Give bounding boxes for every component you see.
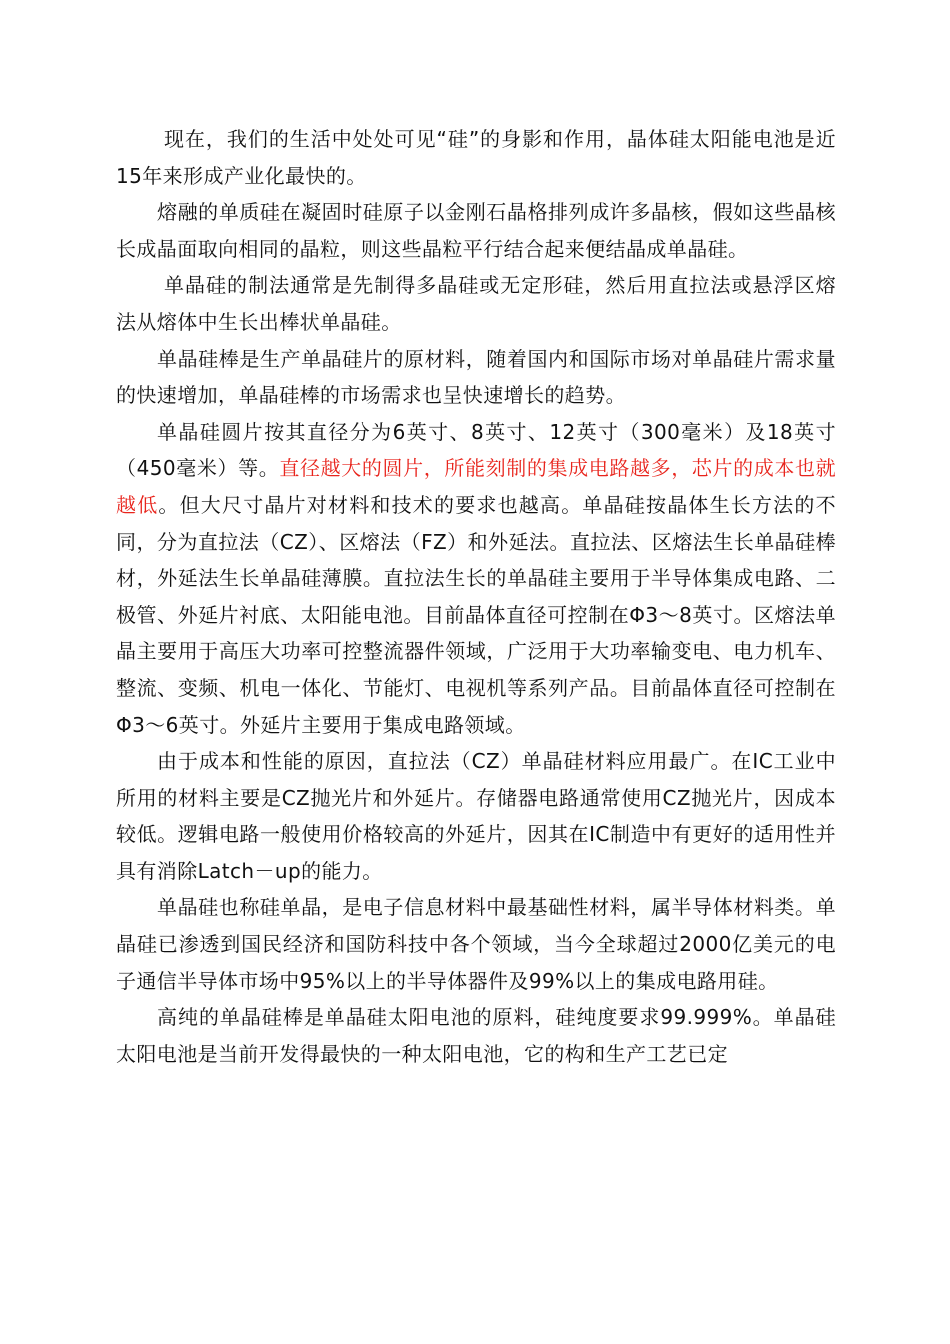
paragraph-cz-application: 由于成本和性能的原因，直拉法（CZ）单晶硅材料应用最广。在IC工业中所用的材料主要是CZ抛光片和外延片。存储器电路通常使用CZ抛光片，因成本较低。逻辑电路一般使用价格较高的外延片，因其在IC制造中有更好的适用性并具有消除Latch－up的能力。: [116, 749, 836, 883]
paragraph-intro: 现在，我们的生活中处处可见“硅”的身影和作用，晶体硅太阳能电池是近15年来形成产业化最快的。: [116, 127, 836, 188]
growth-methods-text: 。但大尺寸晶片对材料和技术的要求也越高。单晶硅按晶体生长方法的不同，分为直拉法（CZ）、区熔法（FZ）和外延法。直拉法、区熔法生长单晶硅棒材，外延法生长单晶硅薄膜。直拉法生长的单晶硅主要用于半导体集成电路、二极管、外延片衬底、太阳能电池。目前晶体直径可控制在Φ3～8英寸。区熔法单晶主要用于高压大功率可控整流器件领域，广泛用于大功率输变电、电力机车、整流、变频、机电一体化、节能灯、电视机等系列产品。目前晶体直径可控制在Φ3～6英寸。外延片主要用于集成电路领域。: [116, 492, 836, 737]
wafer-diameter-text: 单晶硅圆片按其直径分为6英寸、8英寸、12英寸（300毫米）及18英寸（450毫米）等。: [116, 419, 836, 481]
paragraph-solar-cell: 高纯的单晶硅棒是单晶硅太阳电池的原料，硅纯度要求99.999%。单晶硅太阳电池是当前开发得最快的一种太阳电池，它的构和生产工艺已定: [116, 1005, 836, 1066]
paragraph-molten-silicon: 熔融的单质硅在凝固时硅原子以金刚石晶格排列成许多晶核，假如这些晶核长成晶面取向相同的晶粒，则这些晶粒平行结合起来便结晶成单晶硅。: [116, 200, 836, 261]
highlighted-text: 直径越大的圆片，所能刻制的集成电路越多，芯片的成本也就越低: [116, 456, 836, 517]
paragraph-semiconductor-material: 单晶硅也称硅单晶，是电子信息材料中最基础性材料，属半导体材料类。单晶硅已渗透到国民经济和国防科技中各个领域，当今全球超过2000亿美元的电子通信半导体市场中95%以上的半导体器件及99%以上的集成电路用硅。: [116, 895, 836, 993]
paragraph-silicon-rod: 单晶硅棒是生产单晶硅片的原材料，随着国内和国际市场对单晶硅片需求量的快速增加，单晶硅棒的市场需求也呈快速增长的趋势。: [116, 346, 836, 408]
paragraph-wafer-diameter: [116, 414, 836, 743]
document-body: [116, 121, 836, 1072]
paragraph-production-method: 单晶硅的制法通常是先制得多晶硅或无定形硅，然后用直拉法或悬浮区熔法从熔体中生长出棒状单晶硅。: [116, 273, 836, 334]
